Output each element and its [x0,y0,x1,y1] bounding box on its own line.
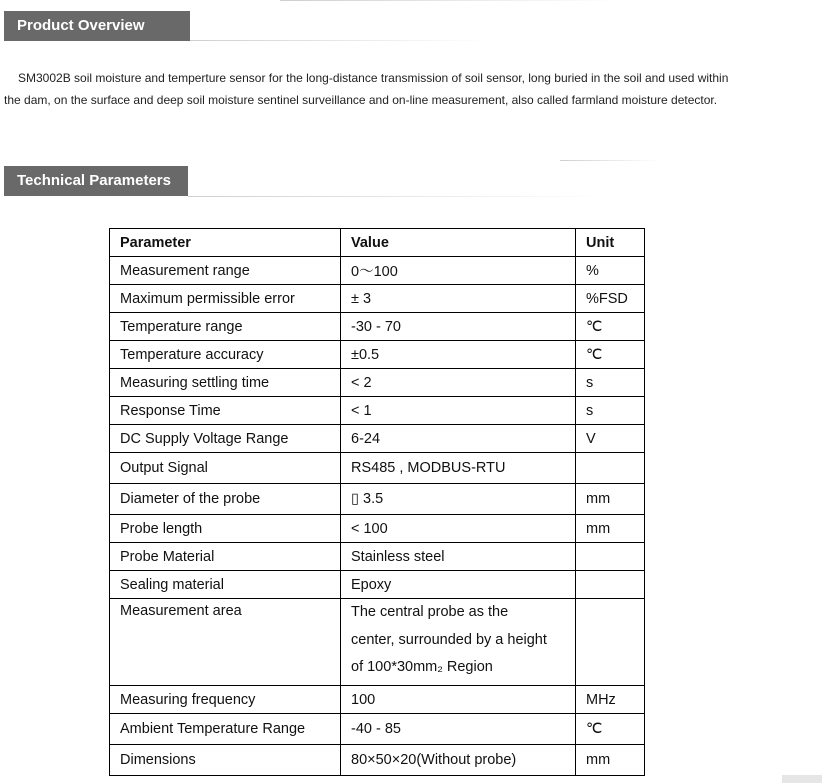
technical-parameters-heading: Technical Parameters [4,166,188,196]
technical-parameters-table [109,228,645,776]
value-line: center, surrounded by a height [351,631,547,648]
unit-cell: mm [576,745,645,776]
value-cell: Epoxy [341,571,576,599]
parameter-cell: Probe Material [110,543,341,571]
table-row [110,571,645,599]
parameter-cell: Output Signal [110,453,341,484]
parameter-cell: Temperature accuracy [110,341,341,369]
divider [280,0,620,1]
divider [560,160,660,161]
value-cell: -40 - 85 [341,714,576,745]
unit-cell: ℃ [576,313,645,341]
table-row [110,313,645,341]
scrollbar-corner[interactable] [782,775,822,783]
unit-cell [576,571,645,599]
table-row [110,453,645,484]
value-cell: Stainless steel [341,543,576,571]
column-header-unit: Unit [576,229,645,257]
value-line: of 100*30mm₂ Region [351,659,493,675]
unit-cell [576,543,645,571]
value-cell: < 2 [341,369,576,397]
unit-cell: % [576,257,645,285]
table-row [110,285,645,313]
value-cell [341,599,576,686]
parameter-cell: Sealing material [110,571,341,599]
unit-cell [576,599,645,686]
value-cell: ▯ 3.5 [341,484,576,515]
parameter-cell: Measuring settling time [110,369,341,397]
unit-cell: ℃ [576,341,645,369]
value-cell: ± 3 [341,285,576,313]
table-row [110,341,645,369]
value-line: The central probe as the [351,604,509,620]
value-cell: < 100 [341,515,576,543]
table-row [110,369,645,397]
divider [188,196,608,197]
table-row [110,425,645,453]
value-cell: ±0.5 [341,341,576,369]
table-row [110,257,645,285]
unit-cell: mm [576,515,645,543]
value-cell: RS485 , MODBUS-RTU [341,453,576,484]
value-cell: < 1 [341,397,576,425]
unit-cell [576,453,645,484]
product-overview-text: SM3002B soil moisture and temperture sensor for the long-distance transmission of soil sensor, long buried in the soil and used within the dam, on the surface and deep soil moisture sentinel surveillance and on-line measurement, also called farmland moisture detector. [4,71,729,107]
table-row [110,686,645,714]
parameter-cell: Maximum permissible error [110,285,341,313]
table-row [110,745,645,776]
product-overview-heading: Product Overview [4,11,190,41]
table-row [110,515,645,543]
parameter-cell: Dimensions [110,745,341,776]
unit-cell: ℃ [576,714,645,745]
value-cell: 0～100 [341,257,576,285]
table-row [110,484,645,515]
parameter-cell: Response Time [110,397,341,425]
unit-cell: V [576,425,645,453]
unit-cell: s [576,397,645,425]
parameter-cell: Measuring frequency [110,686,341,714]
value-cell: 100 [341,686,576,714]
table-row [110,599,645,686]
parameter-cell: Probe length [110,515,341,543]
unit-cell: MHz [576,686,645,714]
column-header-parameter: Parameter [110,229,341,257]
column-header-value: Value [341,229,576,257]
unit-cell: mm [576,484,645,515]
parameter-cell: Measurement area [110,599,341,686]
parameter-cell: DC Supply Voltage Range [110,425,341,453]
parameter-cell: Measurement range [110,257,341,285]
parameter-cell: Diameter of the probe [110,484,341,515]
table-row [110,543,645,571]
unit-cell: %FSD [576,285,645,313]
parameter-cell: Temperature range [110,313,341,341]
parameter-cell: Ambient Temperature Range [110,714,341,745]
value-cell: -30 - 70 [341,313,576,341]
divider [190,40,490,41]
unit-cell: s [576,369,645,397]
table-row [110,714,645,745]
table-row [110,397,645,425]
value-cell: 80×50×20(Without probe) [341,745,576,776]
table-header-row [110,229,645,257]
value-cell: 6-24 [341,425,576,453]
